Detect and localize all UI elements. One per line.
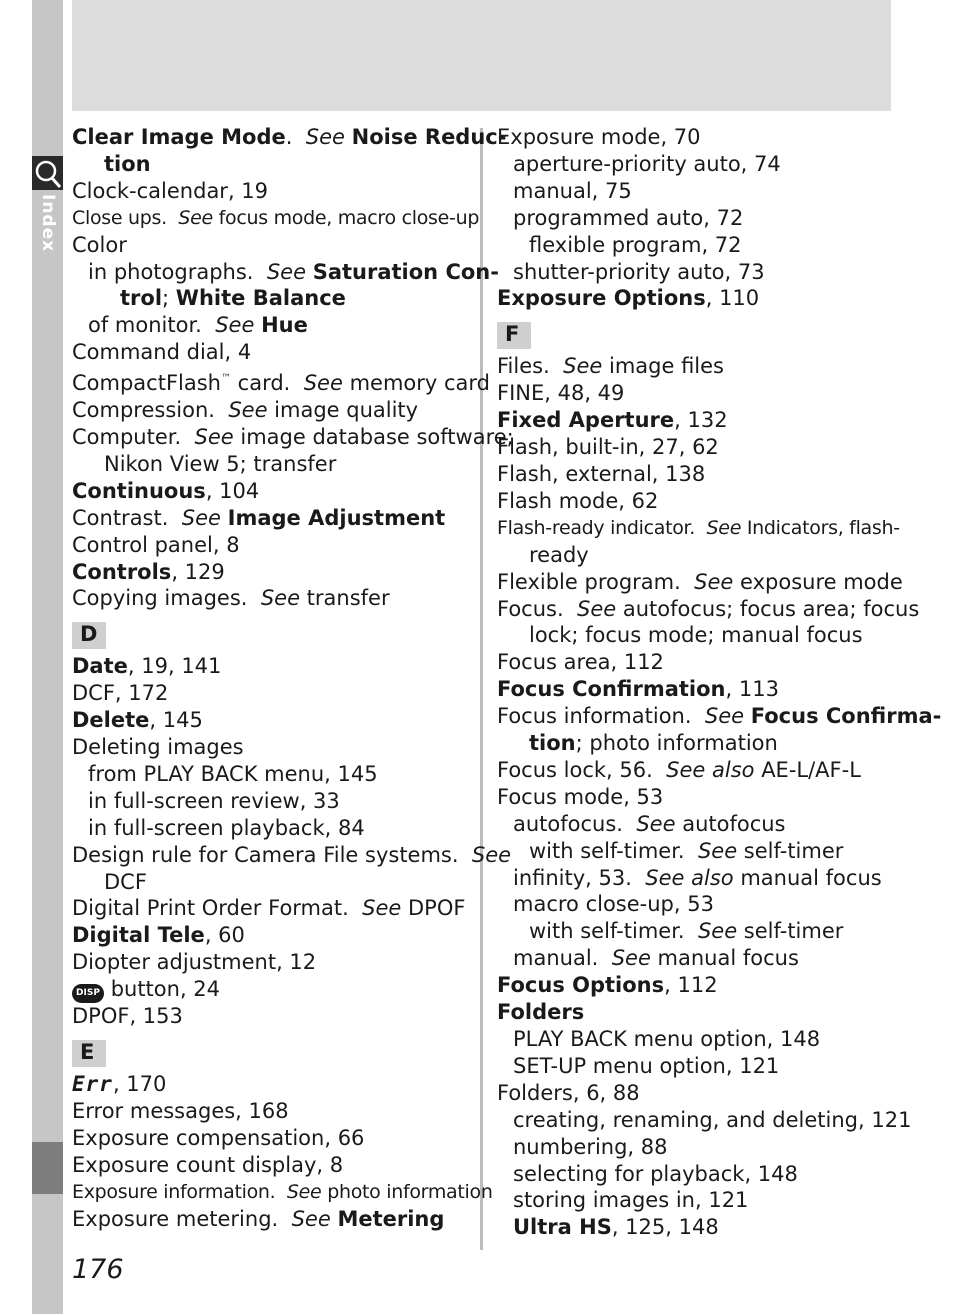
- index-entry-continuation: tion: [104, 151, 151, 176]
- index-entry: Focus area, 112: [497, 650, 664, 675]
- index-entry: Control panel, 8: [72, 532, 240, 557]
- index-entry: DISP button, 24: [72, 976, 472, 1003]
- magnifier-icon: [32, 156, 63, 190]
- index-entry: Clear Image Mode. See Noise Reduc-: [72, 125, 507, 149]
- index-subsubentry: with self-timer. See self-timer: [529, 919, 844, 944]
- index-entry: Folders, 6, 88: [497, 1080, 640, 1105]
- index-entry: Exposure metering. See Metering: [72, 1206, 445, 1231]
- index-entry: Flash, built-in, 27, 62: [497, 435, 719, 460]
- index-entry: Flash, external, 138: [497, 461, 706, 486]
- index-entry: Focus Confirmation, 113: [497, 677, 779, 702]
- index-subentry: selecting for playback, 148: [513, 1161, 798, 1186]
- index-entry: DCF, 172: [72, 681, 169, 706]
- index-column-right: [497, 124, 942, 1241]
- index-entry: Clock-calendar, 19: [72, 178, 269, 203]
- index-column-left: [72, 124, 514, 1233]
- index-entry: Focus mode, 53: [497, 784, 664, 809]
- index-subentry: creating, renaming, and deleting, 121: [513, 1107, 912, 1132]
- page-number: 176: [72, 1254, 124, 1285]
- index-subentry: macro close-up, 53: [513, 892, 714, 917]
- index-entry: Focus. See autofocus; focus area; focus: [497, 596, 920, 621]
- index-entry-continuation: Nikon View 5; transfer: [104, 451, 337, 476]
- index-entry: DPOF, 153: [72, 1004, 183, 1029]
- index-entry: Digital Tele, 60: [72, 923, 245, 948]
- index-entry: Copying images. See transfer: [72, 586, 390, 611]
- column-divider: [480, 128, 483, 1250]
- index-entry-continuation: lock; focus mode; manual focus: [529, 623, 863, 648]
- index-entry: Digital Print Order Format. See DPOF: [72, 896, 466, 921]
- index-entry: Computer. See image database software;: [72, 424, 514, 449]
- index-entry: Focus Options, 112: [497, 973, 718, 998]
- index-entry: Err, 170: [72, 1072, 167, 1097]
- section-header-f: F: [497, 320, 897, 350]
- index-subentry: in photographs. See Saturation Con-: [88, 259, 499, 284]
- index-entry: Exposure compensation, 66: [72, 1125, 365, 1150]
- index-entry: Folders: [497, 1000, 585, 1025]
- index-entry: Continuous, 104: [72, 478, 260, 503]
- index-subentry: autofocus. See autofocus: [513, 811, 786, 836]
- index-subentry: numbering, 88: [513, 1134, 668, 1159]
- index-entry: Design rule for Camera File systems. See: [72, 842, 512, 867]
- index-subsubentry: flexible program, 72: [529, 232, 742, 257]
- index-subentry: storing images in, 121: [513, 1188, 749, 1213]
- index-entry: Date, 19, 141: [72, 654, 222, 679]
- index-entry: Files. See image files: [497, 354, 724, 379]
- index-subsubentry: with self-timer. See self-timer: [529, 838, 844, 863]
- index-entry: Contrast. See Image Adjustment: [72, 505, 446, 530]
- index-entry-continuation: DCF: [104, 869, 147, 894]
- index-entry-continuation: ready: [529, 542, 589, 567]
- index-subentry: from PLAY BACK menu, 145: [88, 761, 378, 786]
- index-entry: Delete, 145: [72, 708, 203, 733]
- index-entry-continuation: tion; photo information: [529, 731, 778, 756]
- index-entry: Exposure count display, 8: [72, 1152, 344, 1177]
- index-entry: Color: [72, 232, 127, 257]
- index-entry: CompactFlash™ card. See memory card: [72, 371, 491, 396]
- index-entry: Controls, 129: [72, 559, 225, 584]
- index-subentry: SET-UP menu option, 121: [513, 1053, 780, 1078]
- index-subentry: shutter-priority auto, 73: [513, 259, 765, 284]
- disp-button-icon: DISP: [72, 984, 104, 1003]
- index-subentry: of monitor. See Hue: [88, 313, 308, 338]
- index-entry: Exposure Options, 110: [497, 286, 760, 311]
- index-entry: Focus lock, 56. See also AE-L/AF-L: [497, 757, 861, 782]
- side-thumb-block: [32, 1142, 63, 1194]
- header-box: [72, 0, 891, 111]
- index-tab-label: Index: [38, 194, 58, 253]
- index-entry: Compression. See image quality: [72, 398, 419, 423]
- index-entry: Exposure information. See photo information: [72, 1180, 493, 1203]
- index-entry: Exposure mode, 70: [497, 125, 701, 149]
- index-subentry: infinity, 53. See also manual focus: [513, 865, 882, 890]
- index-entry: Close ups. See focus mode, macro close-up: [72, 206, 480, 229]
- index-entry: FINE, 48, 49: [497, 381, 625, 406]
- index-subentry: Ultra HS, 125, 148: [513, 1215, 719, 1240]
- index-subentry: manual. See manual focus: [513, 946, 799, 971]
- index-entry: Focus information. See Focus Confirma-: [497, 704, 942, 729]
- index-subentry: PLAY BACK menu option, 148: [513, 1027, 821, 1051]
- index-subentry: manual, 75: [513, 178, 632, 203]
- index-entry: Deleting images: [72, 735, 244, 760]
- index-subentry: in full-screen playback, 84: [88, 815, 365, 840]
- index-entry: Flash-ready indicator. See Indicators, flash-: [497, 516, 900, 539]
- index-subentry: aperture-priority auto, 74: [513, 151, 781, 176]
- index-entry: Flexible program. See exposure mode: [497, 569, 903, 594]
- index-entry: Error messages, 168: [72, 1099, 289, 1123]
- index-entry: Fixed Aperture, 132: [497, 408, 728, 433]
- section-header-e: E: [72, 1038, 472, 1068]
- index-entry: Diopter adjustment, 12: [72, 950, 317, 975]
- index-entry: Command dial, 4: [72, 340, 252, 365]
- index-entry: Flash mode, 62: [497, 488, 659, 513]
- section-header-d: D: [72, 620, 472, 650]
- index-entry-continuation: trol; White Balance: [120, 286, 346, 311]
- index-subentry: programmed auto, 72: [513, 205, 744, 230]
- index-subentry: in full-screen review, 33: [88, 788, 340, 813]
- err-display-icon: Err: [72, 1072, 113, 1097]
